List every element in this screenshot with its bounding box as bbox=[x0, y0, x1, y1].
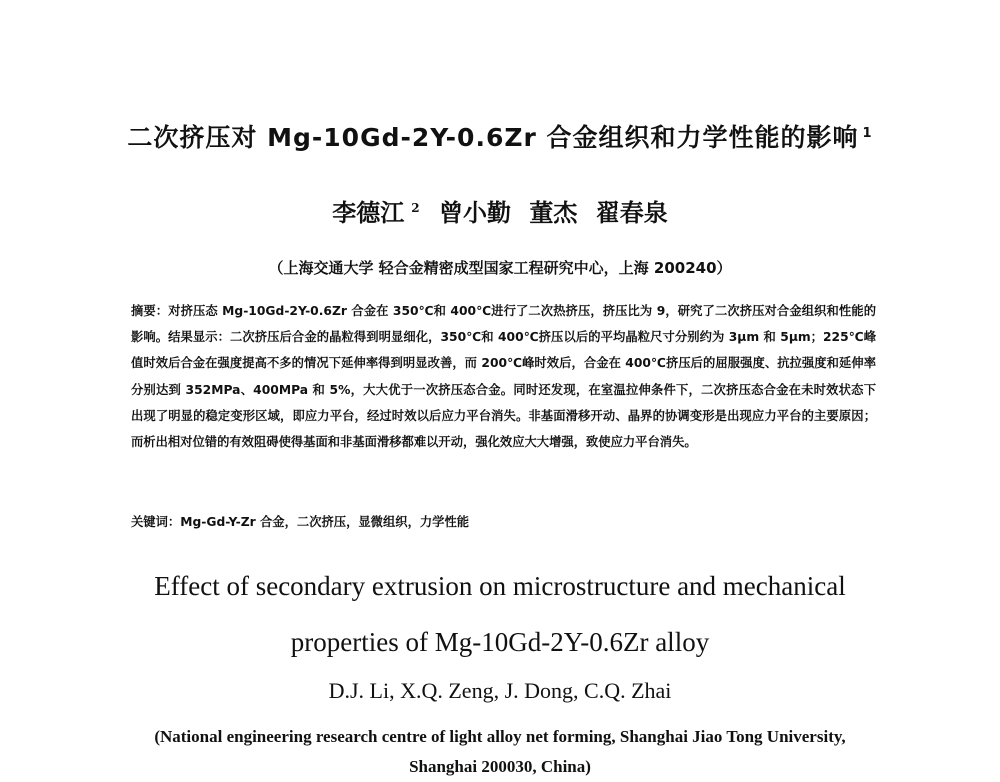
chinese-affiliation: （上海交通大学 轻合金精密成型国家工程研究中心，上海 200240） bbox=[268, 259, 732, 277]
title-footnote-mark: 1 bbox=[862, 125, 873, 141]
chinese-title-text: 二次挤压对 Mg-10Gd-2Y-0.6Zr 合金组织和力学性能的影响 bbox=[127, 123, 859, 152]
keywords-label: 关键词： bbox=[131, 515, 181, 529]
english-affiliation bbox=[0, 722, 1000, 782]
author-footnote-mark: 2 bbox=[411, 201, 420, 215]
author-name: 李德江 bbox=[332, 198, 405, 227]
keywords-text: Mg-Gd-Y-Zr 合金，二次挤压，显微组织，力学性能 bbox=[180, 515, 470, 529]
english-title bbox=[0, 558, 1000, 670]
chinese-keywords bbox=[131, 512, 876, 530]
english-title-line-2: properties of Mg-10Gd-2Y-0.6Zr alloy bbox=[290, 627, 710, 657]
chinese-title bbox=[0, 118, 1000, 154]
chinese-author-list bbox=[0, 193, 1000, 228]
author-name: 翟春泉 bbox=[595, 198, 668, 227]
abstract-label: 摘要： bbox=[131, 304, 169, 318]
english-author-list: D.J. Li, X.Q. Zeng, J. Dong, C.Q. Zhai bbox=[328, 678, 672, 703]
english-affiliation-line-2: Shanghai 200030, China) bbox=[409, 757, 591, 776]
author-name: 曾小勤 bbox=[439, 198, 511, 227]
chinese-abstract bbox=[131, 298, 876, 455]
english-affiliation-line-1: (National engineering research centre of light alloy net forming, Shanghai Jiao Tong University, bbox=[154, 727, 846, 746]
author-name: 董杰 bbox=[529, 198, 578, 227]
english-title-line-1: Effect of secondary extrusion on microstructure and mechanical bbox=[154, 571, 846, 601]
abstract-text: 对挤压态 Mg-10Gd-2Y-0.6Zr 合金在 350℃和 400℃进行了二次热挤压，挤压比为 9，研究了二次挤压对合金组织和性能的影响。结果显示：二次挤压后合金的晶粒得到明显细化，350℃和 400℃挤压以后的平均晶粒尺寸分别约为 3μm 和 5μm；225℃峰值时效后合金在强度提高不多的情况下延伸率得到明显改善，而 200℃峰时效后，合金在 400℃挤压后的屈服强度、抗拉强度和延伸率分别达到 352MPa、400MPa 和 5%，大大优于一次挤压态合金。同时还发现，在室温拉伸条件下，二次挤压态合金在未时效状态下出现了明显的稳定变形区域，即应力平台，经过时效以后应力平台消失。非基面滑移开动、晶界的协调变形是出现应力平台的主要原因；而析出相对位错的有效阻碍使得基面和非基面滑移都难以开动，强化效应大大增强，致使应力平台消失。 bbox=[131, 304, 876, 450]
